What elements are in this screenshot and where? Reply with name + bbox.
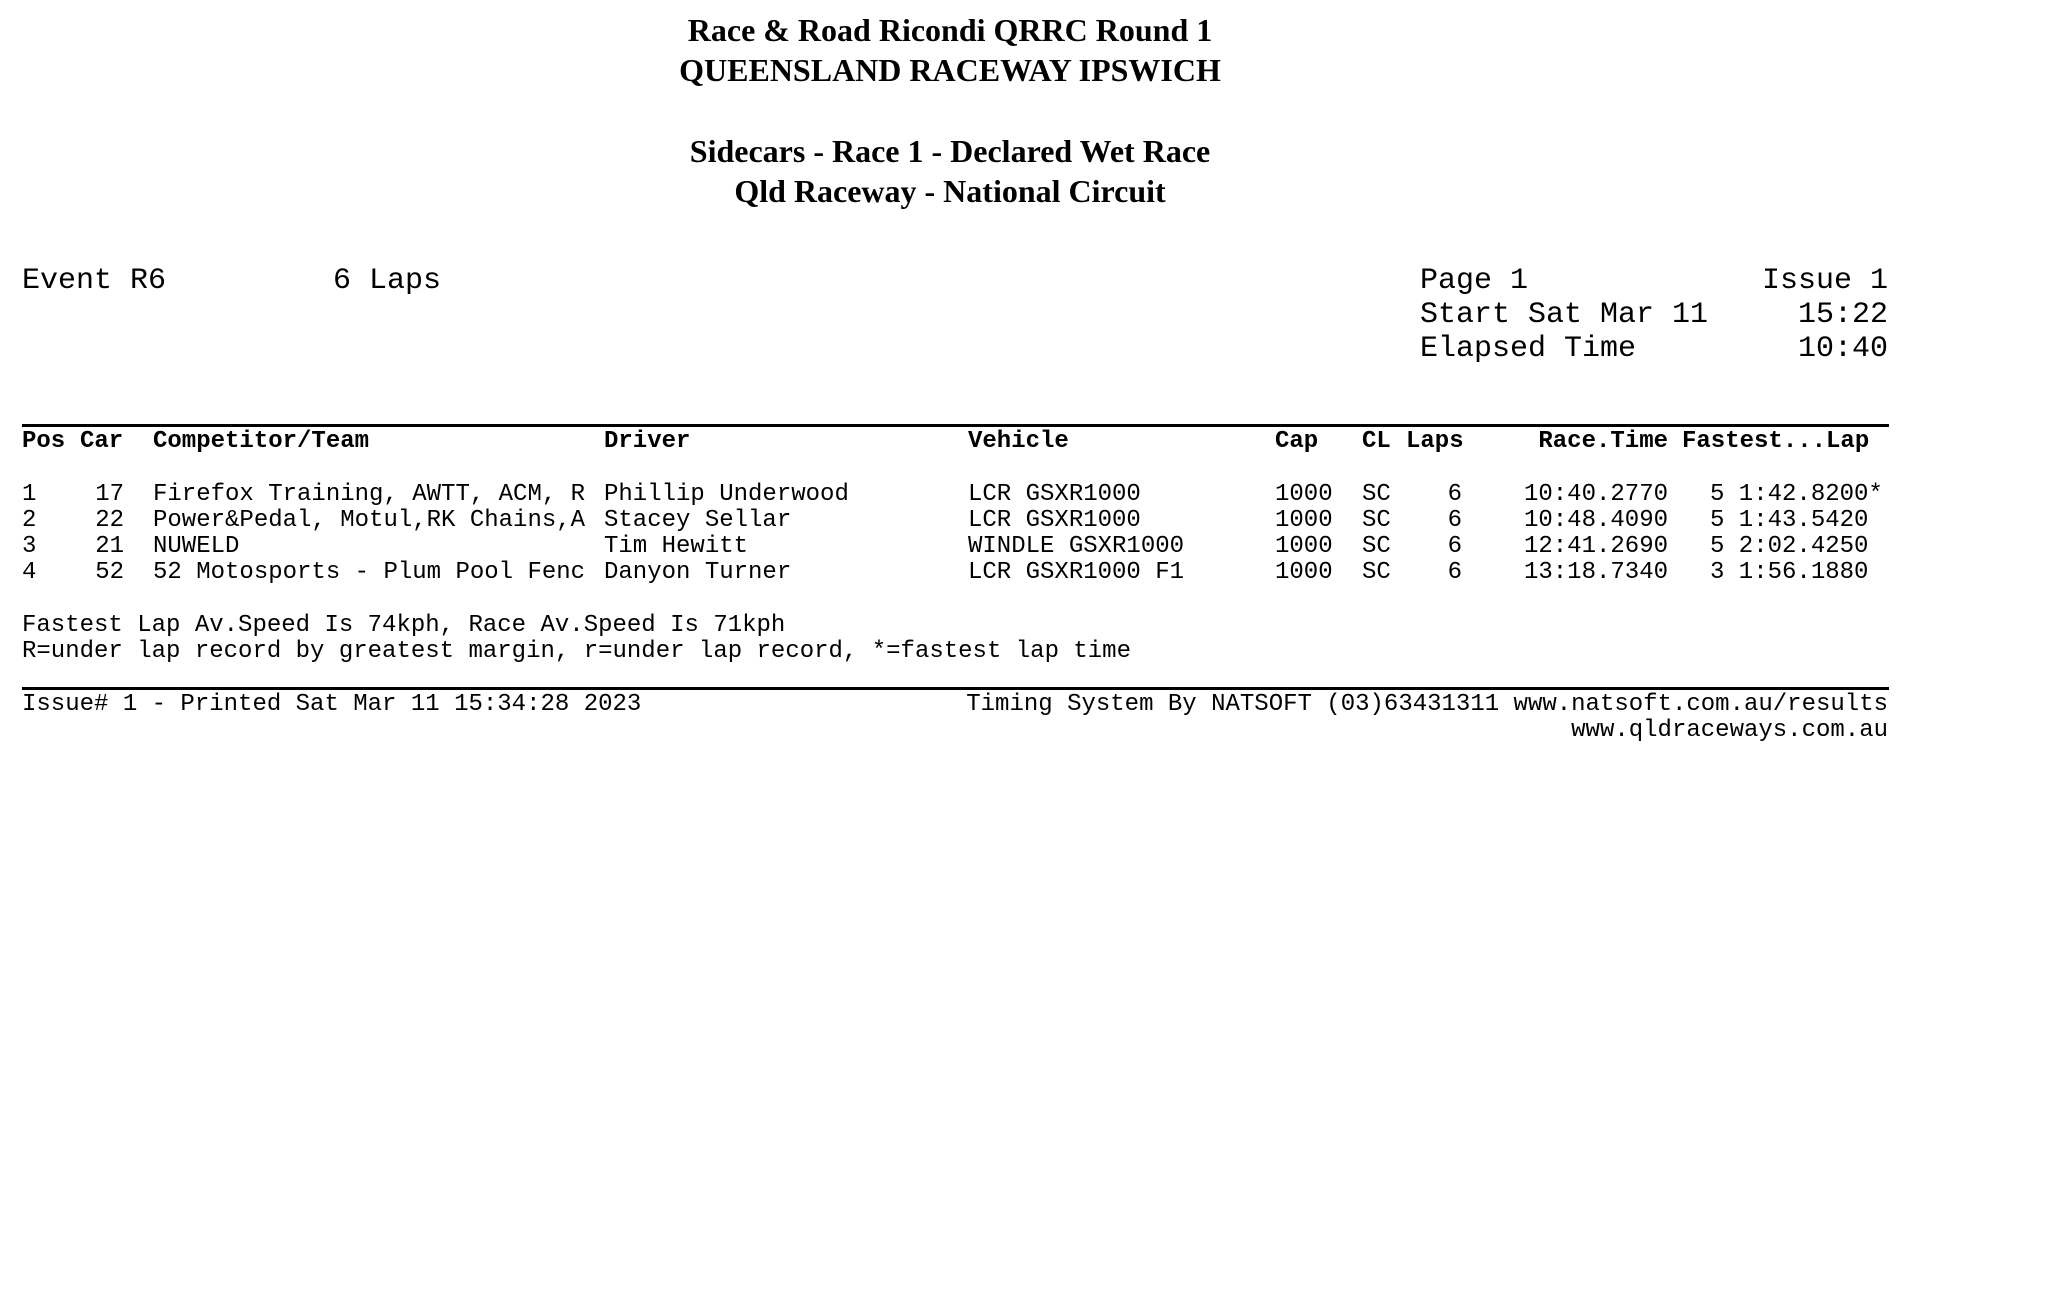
row-pos: 1 [22, 481, 37, 508]
report-title: Race & Road Ricondi QRRC Round 1 [687, 12, 1213, 48]
circuit-title: Qld Raceway - National Circuit [734, 173, 1166, 209]
row-cl: SC [1362, 507, 1391, 534]
start-time: 15:22 [1797, 298, 1888, 332]
row-race-time: 10:48.4090 [1523, 507, 1668, 534]
row-pos: 4 [22, 559, 37, 586]
row-competitor: NUWELD [153, 533, 240, 560]
row-driver: Tim Hewitt [604, 533, 749, 560]
row-race-time: 13:18.7340 [1523, 559, 1668, 586]
row-car: 22 [95, 507, 124, 534]
row-competitor: Firefox Training, AWTT, ACM, R [153, 481, 586, 508]
row-pos: 3 [22, 533, 37, 560]
page-number: Page 1 [1420, 264, 1529, 298]
col-pos: Pos [22, 428, 66, 455]
speed-note: Fastest Lap Av.Speed Is 74kph, Race Av.Speed Is 71kph [22, 612, 786, 639]
venue-title: QUEENSLAND RACEWAY IPSWICH [679, 52, 1221, 88]
row-cl: SC [1362, 559, 1391, 586]
col-cl: CL [1362, 428, 1391, 455]
row-vehicle: LCR GSXR1000 [968, 481, 1141, 508]
website-link[interactable]: www.qldraceways.com.au [1571, 717, 1888, 744]
start-label: Start Sat Mar 11 [1420, 298, 1709, 332]
row-car: 17 [95, 481, 124, 508]
row-competitor: 52 Motosports - Plum Pool Fenc [153, 559, 586, 586]
row-vehicle: LCR GSXR1000 [968, 507, 1141, 534]
col-race-time: Race.Time [1538, 428, 1668, 455]
row-cap: 1000 [1275, 559, 1333, 586]
issue-number: Issue 1 [1761, 264, 1888, 298]
elapsed-label: Elapsed Time [1420, 332, 1637, 366]
row-cap: 1000 [1275, 481, 1333, 508]
row-car: 52 [95, 559, 124, 586]
row-car: 21 [95, 533, 124, 560]
row-driver: Phillip Underwood [604, 481, 849, 508]
header-rule [22, 424, 1889, 427]
row-pos: 2 [22, 507, 37, 534]
printed-info: Issue# 1 - Printed Sat Mar 11 15:34:28 2023 [22, 691, 642, 718]
row-fastest-lap: 5 1:42.8200* [1710, 481, 1883, 508]
col-vehicle: Vehicle [968, 428, 1069, 455]
elapsed-time: 10:40 [1797, 332, 1888, 366]
footer-rule [22, 687, 1889, 690]
row-driver: Danyon Turner [604, 559, 792, 586]
row-laps: 6 [1447, 507, 1462, 534]
legend-note: R=under lap record by greatest margin, r=under lap record, *=fastest lap time [22, 638, 1131, 665]
row-fastest-lap: 5 1:43.5420 [1710, 507, 1869, 534]
row-race-time: 10:40.2770 [1523, 481, 1668, 508]
row-cap: 1000 [1275, 533, 1333, 560]
timing-system-info: Timing System By NATSOFT (03)63431311 www.natsoft.com.au/results [966, 691, 1888, 718]
row-competitor: Power&Pedal, Motul,RK Chains,A [153, 507, 586, 534]
row-cap: 1000 [1275, 507, 1333, 534]
row-race-time: 12:41.2690 [1523, 533, 1668, 560]
col-fastest-lap: Fastest...Lap [1682, 428, 1870, 455]
row-cl: SC [1362, 481, 1391, 508]
row-laps: 6 [1447, 533, 1462, 560]
row-vehicle: LCR GSXR1000 F1 [968, 559, 1185, 586]
row-cl: SC [1362, 533, 1391, 560]
race-title: Sidecars - Race 1 - Declared Wet Race [689, 133, 1211, 169]
event-laps: 6 Laps [333, 264, 442, 298]
row-vehicle: WINDLE GSXR1000 [968, 533, 1185, 560]
col-competitor: Competitor/Team [153, 428, 370, 455]
event-name: Event R6 [22, 264, 167, 298]
row-driver: Stacey Sellar [604, 507, 792, 534]
col-laps: Laps [1406, 428, 1464, 455]
col-cap: Cap [1275, 428, 1319, 455]
row-laps: 6 [1447, 481, 1462, 508]
row-fastest-lap: 3 1:56.1880 [1710, 559, 1869, 586]
row-fastest-lap: 5 2:02.4250 [1710, 533, 1869, 560]
col-car: Car [80, 428, 124, 455]
col-driver: Driver [604, 428, 691, 455]
row-laps: 6 [1447, 559, 1462, 586]
